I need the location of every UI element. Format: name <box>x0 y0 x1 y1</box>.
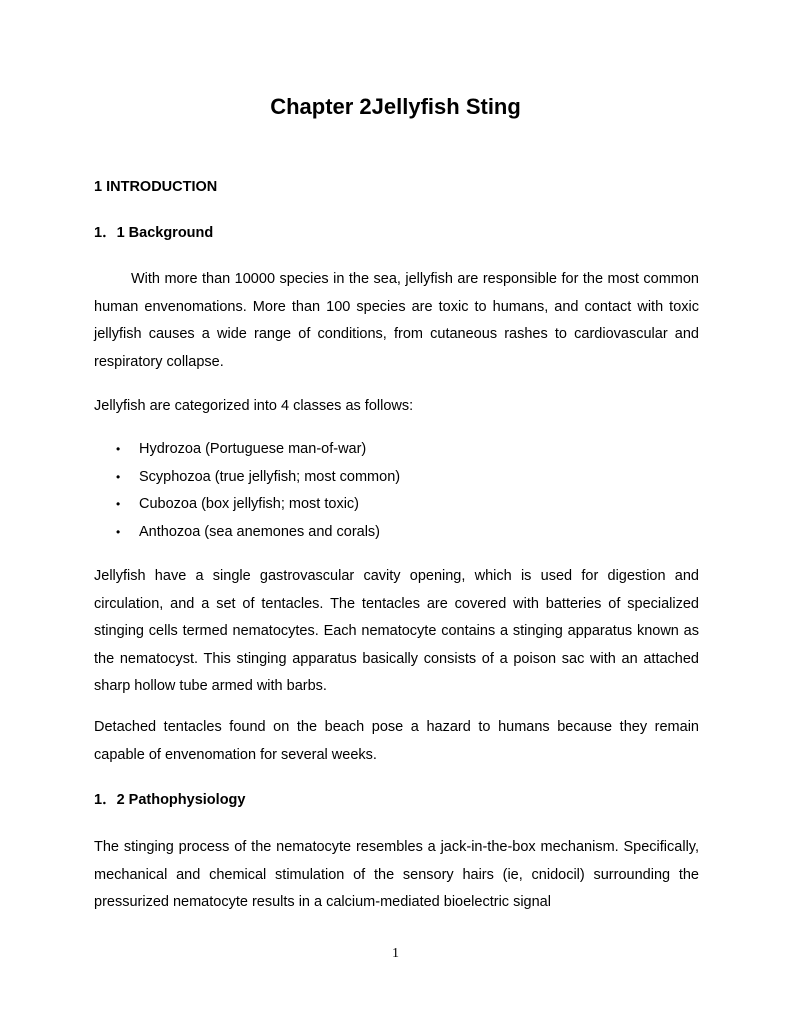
page-number: 1 <box>392 946 399 961</box>
paragraph-background: With more than 10000 species in the sea, jellyfish are responsible for the most common human envenomations. More than 100 species are toxic to humans, and contact with toxic jellyfish causes a wide range of conditions, from cutaneous rashes to cardiovascular and respiratory collapse. <box>94 271 699 370</box>
paragraph-classes-intro: Jellyfish are categorized into 4 classes as follows: <box>94 398 414 414</box>
paragraph-pathophysiology: The stinging process of the nematocyte resembles a jack-in-the-box mechanism. Specifically, mechanical and chemical stimulation of the sensory hairs (ie, cnidocil) surrounding the pressurized nematocyte results in a calcium-mediated bioelectric signal <box>94 839 699 910</box>
bullet-icon: • <box>116 497 121 511</box>
list-item <box>94 491 699 519</box>
bullet-icon: • <box>116 524 121 539</box>
list-item-text: Scyphozoa (true jellyfish; most common) <box>139 468 401 485</box>
jellyfish-classes-list <box>94 436 699 546</box>
list-item-text: Cubozoa (box jellyfish; most toxic) <box>139 496 359 512</box>
list-item <box>94 519 699 547</box>
list-item <box>94 464 699 492</box>
bullet-icon: • <box>116 442 121 456</box>
subsection-heading-pathophysiology: 1．2 Pathophysiology <box>94 792 246 808</box>
subsection-heading-background: 1．1 Background <box>94 225 214 241</box>
section-heading-introduction: 1 INTRODUCTION <box>94 179 218 195</box>
list-item-text: Anthozoa (sea anemones and corals) <box>139 523 381 540</box>
paragraph-anatomy: Jellyfish have a single gastrovascular cavity opening, which is used for digestion and circulation, and a set of tentacles. The tentacles are covered with batteries of specialized stinging cells termed nematocytes. Each nematocyte contains a stinging apparatus known as the nematocyst. This stinging apparatus basically consists of a poison sac with an attached sharp hollow tube armed with barbs. <box>94 568 699 694</box>
list-item-text: Hydrozoa (Portuguese man-of-war) <box>139 441 367 457</box>
bullet-icon: • <box>116 469 121 484</box>
list-item <box>94 436 699 464</box>
chapter-title: Chapter 2Jellyfish Sting <box>270 94 521 119</box>
paragraph-detached-tentacles: Detached tentacles found on the beach pose a hazard to humans because they remain capable of envenomation for several weeks. <box>94 719 699 763</box>
